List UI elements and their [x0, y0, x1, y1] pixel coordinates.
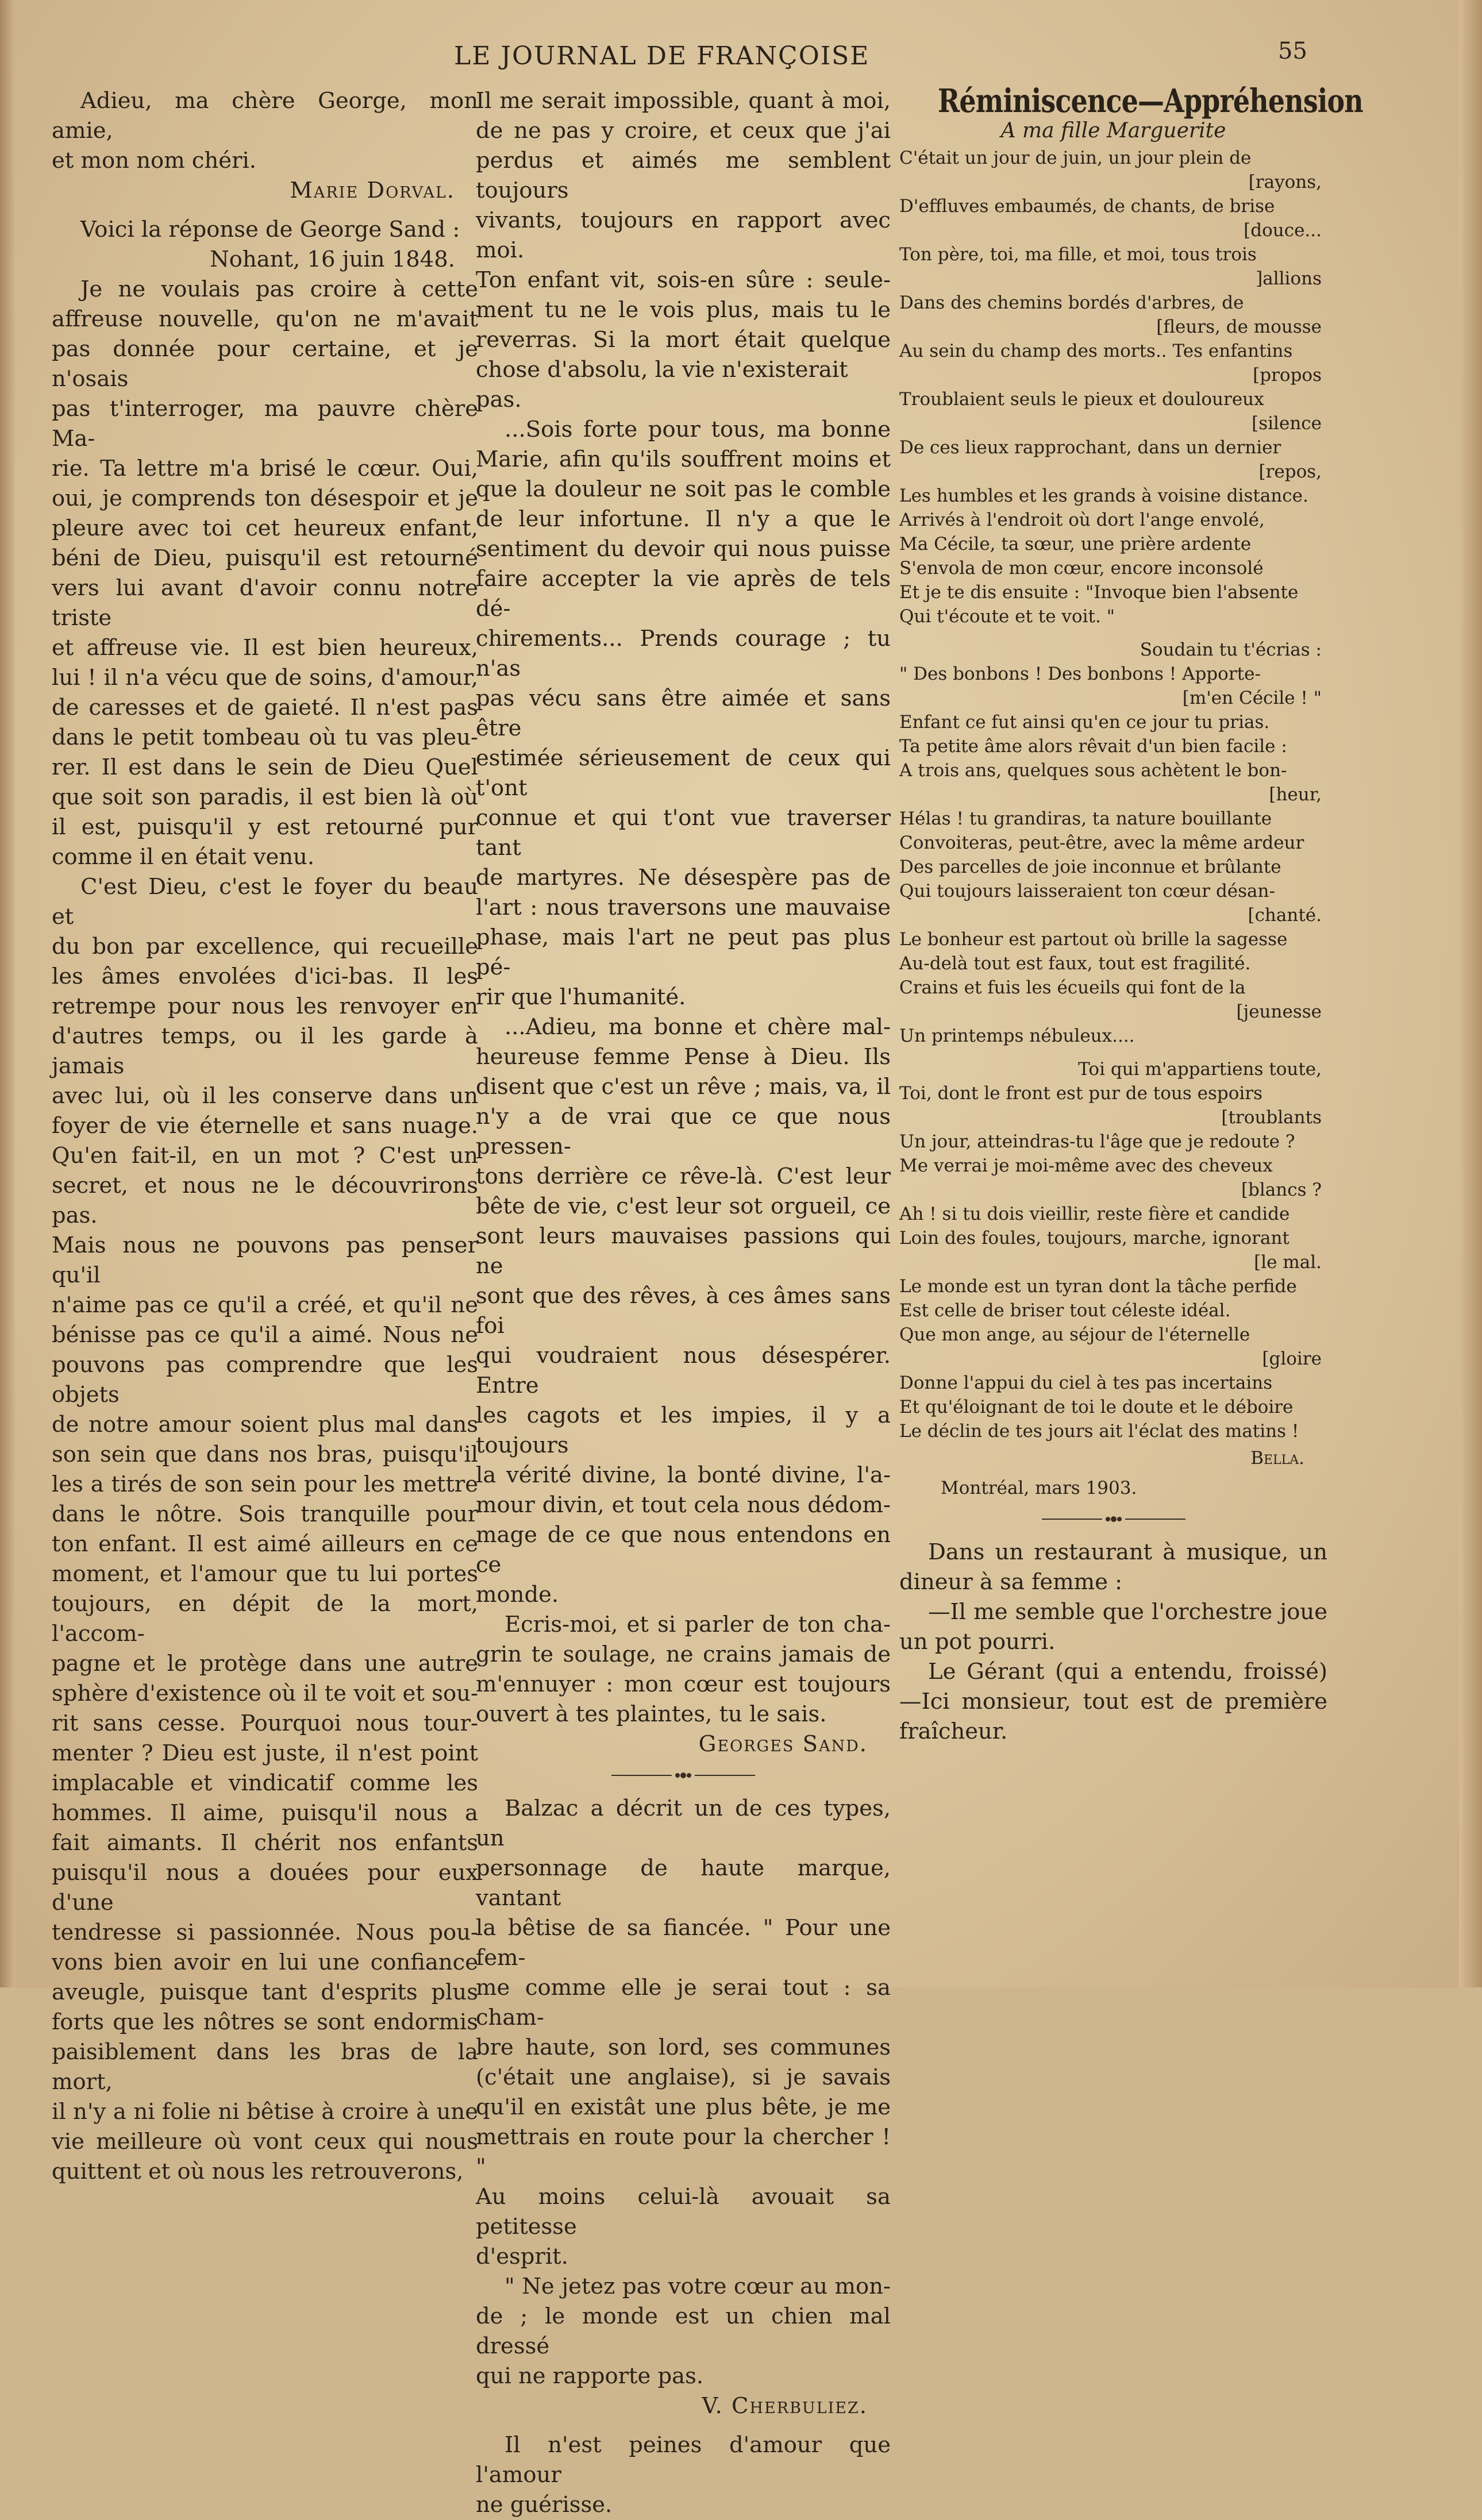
poem-line: Dans des chemins bordés d'arbres, de [899, 292, 1244, 313]
text-line: " Ne jetez pas votre cœur au mon- [505, 2274, 891, 2299]
letter-paragraph-5 [476, 1012, 891, 1610]
text-line: l'art : nous traversons une mauvaise [476, 895, 891, 920]
text-line: quittent et où nous les retrouverons, [52, 2159, 464, 2184]
text-line: vons bien avoir en lui une confiance [52, 1949, 478, 1975]
text-line: Balzac a décrit un de ces types, un [476, 1795, 891, 1851]
text-line: ne guérisse. [476, 2492, 613, 2518]
text-line: avec lui, où il les conserve dans un [52, 1083, 478, 1109]
text-line: monde. [476, 1582, 559, 1608]
poem-line: Est celle de briser tout céleste idéal. [899, 1300, 1231, 1321]
text-line: m'ennuyer : mon cœur est toujours [476, 1671, 891, 1697]
section-divider-ornament [476, 1768, 891, 1781]
text-line: connue et qui t'ont vue traverser tant [476, 805, 891, 861]
text-line: Il me serait impossible, quant à moi, [476, 88, 891, 114]
poem-stanza-2 [899, 638, 1327, 1048]
signature-marie-dorval: Marie Dorval. [290, 178, 455, 203]
text-line: bête de vie, c'est leur sot orgueil, ce [476, 1193, 891, 1219]
poem-line: [le mal. [1254, 1252, 1322, 1273]
text-line: forts que les nôtres se sont endormis [52, 2009, 478, 2035]
poem-line: Donne l'appui du ciel à tes pas incertains [899, 1373, 1273, 1393]
text-line: bre haute, son lord, ses communes [476, 2035, 891, 2060]
text-line: tendresse si passionnée. Nous pou- [52, 1920, 478, 1945]
text-line: affreuse nouvelle, qu'on ne m'avait [52, 306, 478, 332]
poem-line: [gloire [1262, 1348, 1322, 1369]
anecdote-line-2 [899, 1597, 1327, 1657]
text-line: mour divin, et tout cela nous dédom- [476, 1492, 891, 1518]
signature-georges-sand: Georges Sand. [698, 1731, 868, 1757]
poem-line: Et qu'éloignant de toi le doute et le déboire [899, 1397, 1294, 1417]
letter-paragraph-4 [476, 415, 891, 1012]
text-line: de leur infortune. Il n'y a que le [476, 506, 891, 532]
text-line: pleure avec toi cet heureux enfant, [52, 515, 478, 541]
text-line: et affreuse vie. Il est bien heureux, [52, 635, 478, 661]
text-line: Qu'en fait-il, en un mot ? C'est un [52, 1143, 478, 1169]
text-line: et mon nom chéri. [52, 148, 257, 174]
text-line: sentiment du devoir qui nous puisse [476, 536, 891, 562]
poem-line: [troublants [1221, 1107, 1322, 1128]
reply-intro: Voici la réponse de George Sand : [80, 217, 460, 242]
poem-place-date: Montréal, mars 1903. [941, 1478, 1137, 1498]
text-line: pas vécu sans être aimée et sans être [476, 685, 891, 741]
text-line: grin te soulage, ne crains jamais de [476, 1642, 891, 1667]
poem-line: Ah ! si tu dois vieillir, reste fière et candide [899, 1204, 1290, 1224]
text-line: ton enfant. Il est aimé ailleurs en ce [52, 1531, 478, 1557]
poem-line: Que mon ange, au séjour de l'éternelle [899, 1324, 1250, 1345]
text-line: pas t'interroger, ma pauvre chère Ma- [52, 396, 478, 452]
text-line: faire accepter la vie après de tels dé- [476, 566, 891, 622]
text-line: —Il me semble que l'orchestre joue [928, 1599, 1327, 1625]
letter-paragraph-3 [476, 86, 891, 415]
poem-dedication: A ma fille Marguerite [1000, 119, 1226, 142]
text-line: de notre amour soient plus mal dans [52, 1412, 478, 1438]
text-line: Adieu, ma chère George, mon amie, [52, 88, 478, 144]
text-line: de ; le monde est un chien mal dressé [476, 2303, 891, 2359]
poem-line: Le bonheur est partout où brille la sagesse [899, 929, 1288, 950]
text-line: n'aime pas ce qu'il a créé, et qu'il ne [52, 1292, 478, 1318]
text-line: il est, puisqu'il y est retourné pur [52, 814, 478, 840]
text-line: secret, et nous ne le découvrirons pas. [52, 1173, 478, 1228]
poem-title: Réminiscence—Appréhension [938, 82, 1363, 120]
column-right [899, 82, 1363, 1747]
poem-line: [silence [1252, 413, 1322, 434]
text-line: chose d'absolu, la vie n'existerait pas. [476, 357, 848, 413]
poem-line: De ces lieux rapprochant, dans un dernier [899, 437, 1281, 458]
text-line: béni de Dieu, puisqu'il est retourné [52, 545, 478, 571]
text-line: d'autres temps, ou il les garde à jamais [52, 1023, 478, 1079]
text-line: que la douleur ne soit pas le comble [476, 476, 891, 502]
text-line: oui, je comprends ton désespoir et je [52, 485, 478, 511]
anecdote-line-3 [899, 1657, 1327, 1747]
text-line: les âmes envolées d'ici-bas. Il les [52, 964, 478, 989]
text-line: reverras. Si la mort était quelque [476, 327, 891, 353]
text-line: ...Sois forte pour tous, ma bonne [505, 417, 891, 442]
text-line: phase, mais l'art ne peut pas plus pé- [476, 924, 891, 980]
poem-line: Des parcelles de joie inconnue et brûlante [899, 857, 1281, 877]
text-line: C'est Dieu, c'est le foyer du beau et [52, 874, 478, 930]
text-line: les a tirés de son sein pour les mettre [52, 1471, 478, 1497]
text-line: comme il en était venu. [52, 844, 315, 870]
balzac-paragraph [476, 1794, 891, 2272]
text-line: ouvert à tes plaintes, tu le sais. [476, 1701, 827, 1727]
text-line: n'y a de vrai que ce que nous pressen- [476, 1104, 891, 1159]
poem-line: Convoiteras, peut-être, avec la même ardeur [899, 833, 1304, 853]
poem-line: A trois ans, quelques sous achètent le bon- [899, 760, 1287, 781]
text-line: retrempe pour nous les renvoyer en [52, 993, 478, 1019]
poem-line: Toi, dont le front est pur de tous espoirs [899, 1083, 1263, 1104]
text-line: implacable et vindicatif comme les [52, 1770, 478, 1796]
poem-line: C'était un jour de juin, un jour plein de [899, 148, 1252, 168]
poem-line: [propos [1253, 365, 1322, 386]
closing-maxim [476, 2430, 891, 2520]
poem-line: Arrivés à l'endroit où dort l'ange envolé, [899, 510, 1265, 530]
text-line: tons derrière ce rêve-là. C'est leur [476, 1163, 891, 1189]
letter-closing [52, 86, 478, 176]
poem-line: Un printemps nébuleux.... [899, 1026, 1135, 1046]
poem-line: D'effluves embaumés, de chants, de brise [899, 196, 1275, 217]
text-line: fait aimants. Il chérit nos enfants [52, 1830, 478, 1856]
poem-line: Le déclin de tes jours ait l'éclat des matins ! [899, 1421, 1299, 1442]
text-line: dineur à sa femme : [899, 1569, 1123, 1595]
poem-line: Qui t'écoute et te voit. " [899, 606, 1115, 627]
text-line: ment tu ne le vois plus, mais tu le [476, 297, 891, 323]
text-line: bénisse pas ce qu'il a aimé. Nous ne [52, 1322, 478, 1348]
text-line: lui ! il n'a vécu que de soins, d'amour, [52, 665, 478, 691]
text-line: Il n'est peines d'amour que l'amour [476, 2432, 891, 2488]
text-line: sont leurs mauvaises passions qui ne [476, 1223, 891, 1279]
poem-line: Loin des foules, toujours, marche, ignorant [899, 1228, 1289, 1249]
page-edge-right [1459, 0, 1482, 1987]
text-line: que soit son paradis, il est bien là où [52, 784, 478, 810]
text-line: (c'était une anglaise), si je savais [476, 2064, 891, 2090]
text-line: qui voudraient nous désespérer. Entre [476, 1343, 891, 1398]
text-line: heureuse femme Pense à Dieu. Ils [476, 1044, 891, 1070]
poem-line: Et je te dis ensuite : "Invoque bien l'absente [899, 582, 1299, 603]
text-line: foyer de vie éternelle et sans nuage. [52, 1113, 478, 1139]
poem-line: Les humbles et les grands à voisine distance. [899, 485, 1308, 506]
text-line: Dans un restaurant à musique, un [928, 1539, 1327, 1565]
text-line: puisqu'il nous a douées pour eux d'une [52, 1860, 478, 1916]
poem-line: Le monde est un tyran dont la tâche perfide [899, 1276, 1297, 1297]
text-line: hommes. Il aime, puisqu'il nous a [52, 1800, 478, 1826]
text-line: paisiblement dans les bras de la mort, [52, 2039, 478, 2095]
text-line: un pot pourri. [899, 1629, 1056, 1655]
text-line: la vérité divine, la bonté divine, l'a- [476, 1462, 891, 1488]
text-line: dans le nôtre. Sois tranquille pour [52, 1501, 478, 1527]
text-line: estimée sérieusement de ceux qui t'ont [476, 745, 891, 801]
poem-line: ]allions [1256, 268, 1322, 289]
running-title: LE JOURNAL DE FRANÇOISE [454, 41, 870, 71]
poem-line: [repos, [1258, 461, 1322, 482]
text-line: disent que c'est un rêve ; mais, va, il [476, 1074, 891, 1100]
text-line: il n'y a ni folie ni bêtise à croire à une [52, 2099, 478, 2125]
text-line: Mais nous ne pouvons pas penser qu'il [52, 1232, 478, 1288]
text-line: qui ne rapporte pas. [476, 2363, 704, 2389]
poem-line: Crains et fuis les écueils qui font de la [899, 977, 1246, 998]
poem-line: Toi qui m'appartiens toute, [1078, 1059, 1322, 1080]
text-line: son sein que dans nos bras, puisqu'il [52, 1442, 478, 1467]
poem-line: [blancs ? [1241, 1180, 1322, 1200]
section-divider-ornament-2 [899, 1512, 1327, 1525]
signature-cherbuliez: V. Cherbuliez. [702, 2393, 868, 2419]
text-line: toujours, en dépit de la mort, l'accom- [52, 1591, 478, 1647]
poem-signature: Bella. [1250, 1448, 1304, 1469]
poem-line: Me verrai je moi-même avec des cheveux [899, 1155, 1273, 1176]
poem-line: Ma Cécile, ta sœur, une prière ardente [899, 534, 1252, 554]
poem-line: Enfant ce fut ainsi qu'en ce jour tu prias. [899, 712, 1270, 733]
text-line: de ne pas y croire, et ceux que j'ai [476, 118, 891, 144]
text-line: —Ici monsieur, tout est de première [899, 1689, 1327, 1714]
text-line: rer. Il est dans le sein de Dieu Quel [52, 754, 478, 780]
text-line: Je ne voulais pas croire à cette [80, 276, 478, 302]
text-line: rit sans cesse. Pourquoi nous tour- [52, 1710, 478, 1736]
text-line: sphère d'existence où il te voit et sou- [52, 1681, 478, 1706]
text-line: rir que l'humanité. [476, 984, 686, 1010]
text-line: Au moins celui-là avouait sa petitesse [476, 2184, 891, 2240]
column-left [52, 86, 478, 2187]
text-line: rie. Ta lettre m'a brisé le cœur. Oui, [52, 456, 478, 481]
poem-line: [m'en Cécile ! " [1182, 688, 1322, 708]
text-line: mettrais en route pour la chercher ! " [476, 2124, 891, 2180]
poem-line: [douce... [1244, 220, 1322, 241]
letter-paragraph-2 [52, 872, 478, 2187]
letter-dateline: Nohant, 16 juin 1848. [210, 246, 455, 272]
text-line: pas donnée pour certaine, et je n'osais [52, 336, 478, 392]
column-middle [476, 86, 891, 2520]
page-number: 55 [1278, 38, 1307, 64]
letter-paragraph-6 [476, 1610, 891, 1729]
text-line: du bon par excellence, qui recueille [52, 934, 478, 960]
letter-paragraph-1 [52, 275, 478, 872]
text-line: la bêtise de sa fiancée. " Pour une fem- [476, 1915, 891, 1971]
poem-line: Ton père, toi, ma fille, et moi, tous trois [899, 244, 1257, 265]
text-line: vivants, toujours en rapport avec moi. [476, 207, 891, 263]
text-line: Ton enfant vit, sois-en sûre : seule- [476, 267, 891, 293]
text-line: chirements... Prends courage ; tu n'as [476, 626, 891, 681]
poem-line: Ta petite âme alors rêvait d'un bien facile : [899, 736, 1287, 757]
text-line: mage de ce que nous entendons en ce [476, 1522, 891, 1578]
poem-line: Soudain tu t'écrias : [1140, 639, 1322, 660]
text-line: aveugle, puisque tant d'esprits plus [52, 1979, 478, 2005]
poem-stanza-3 [899, 1057, 1327, 1443]
poem-line: [jeunesse [1236, 1001, 1322, 1022]
poem-line: [heur, [1269, 784, 1322, 805]
text-line: me comme elle je serai tout : sa cham- [476, 1975, 891, 2030]
poem-stanza-1 [899, 146, 1327, 629]
text-line: Marie, afin qu'ils souffrent moins et [476, 446, 891, 472]
text-line: fraîcheur. [899, 1718, 1008, 1744]
text-line: menter ? Dieu est juste, il n'est point [52, 1740, 478, 1766]
poem-line: Un jour, atteindras-tu l'âge que je redoute ? [899, 1131, 1295, 1152]
poem-line: [chanté. [1248, 905, 1322, 926]
anecdote-line-1 [899, 1538, 1327, 1597]
poem-line: Troublaient seuls le pieux et douloureux [899, 389, 1264, 410]
text-line: d'esprit. [476, 2244, 568, 2269]
poem-line: " Des bonbons ! Des bonbons ! Apporte- [899, 664, 1261, 684]
poem-line: [fleurs, de mousse [1156, 317, 1322, 337]
text-line: personnage de haute marque, vantant [476, 1855, 891, 1911]
text-line: sont que des rêves, à ces âmes sans foi [476, 1283, 891, 1339]
page-edge-left [0, 0, 15, 1987]
poem-line: Hélas ! tu grandiras, ta nature bouillante [899, 808, 1272, 829]
text-line: dans le petit tombeau où tu vas pleu- [52, 725, 478, 750]
poem-line: Qui toujours laisseraient ton cœur désan- [899, 881, 1275, 901]
poem-line: Au-delà tout est faux, tout est fragilité. [899, 953, 1251, 974]
text-line: pagne et le protège dans une autre [52, 1651, 478, 1677]
text-line: moment, et l'amour que tu lui portes [52, 1561, 478, 1587]
text-line: qu'il en existât une plus bête, je me [476, 2094, 891, 2120]
poem-line: [rayons, [1248, 172, 1322, 192]
text-line: les cagots et les impies, il y a toujours [476, 1402, 891, 1458]
poem-line: Au sein du champ des morts.. Tes enfantins [899, 341, 1293, 361]
text-line: de martyres. Ne désespère pas de [476, 865, 891, 891]
text-line: vie meilleure où vont ceux qui nous [52, 2129, 478, 2155]
text-line: vers lui avant d'avoir connu notre triste [52, 575, 478, 631]
text-line: pouvons pas comprendre que les objets [52, 1352, 478, 1408]
text-line: Ecris-moi, et si parler de ton cha- [505, 1612, 891, 1637]
poem-line: S'envola de mon cœur, encore inconsolé [899, 558, 1264, 579]
text-line: perdus et aimés me semblent toujours [476, 148, 891, 203]
text-line: Le Gérant (qui a entendu, froissé) [928, 1659, 1327, 1685]
text-line: ...Adieu, ma bonne et chère mal- [505, 1014, 891, 1040]
text-line: de caresses et de gaieté. Il n'est pas [52, 695, 478, 720]
cherbuliez-quote [476, 2272, 891, 2391]
